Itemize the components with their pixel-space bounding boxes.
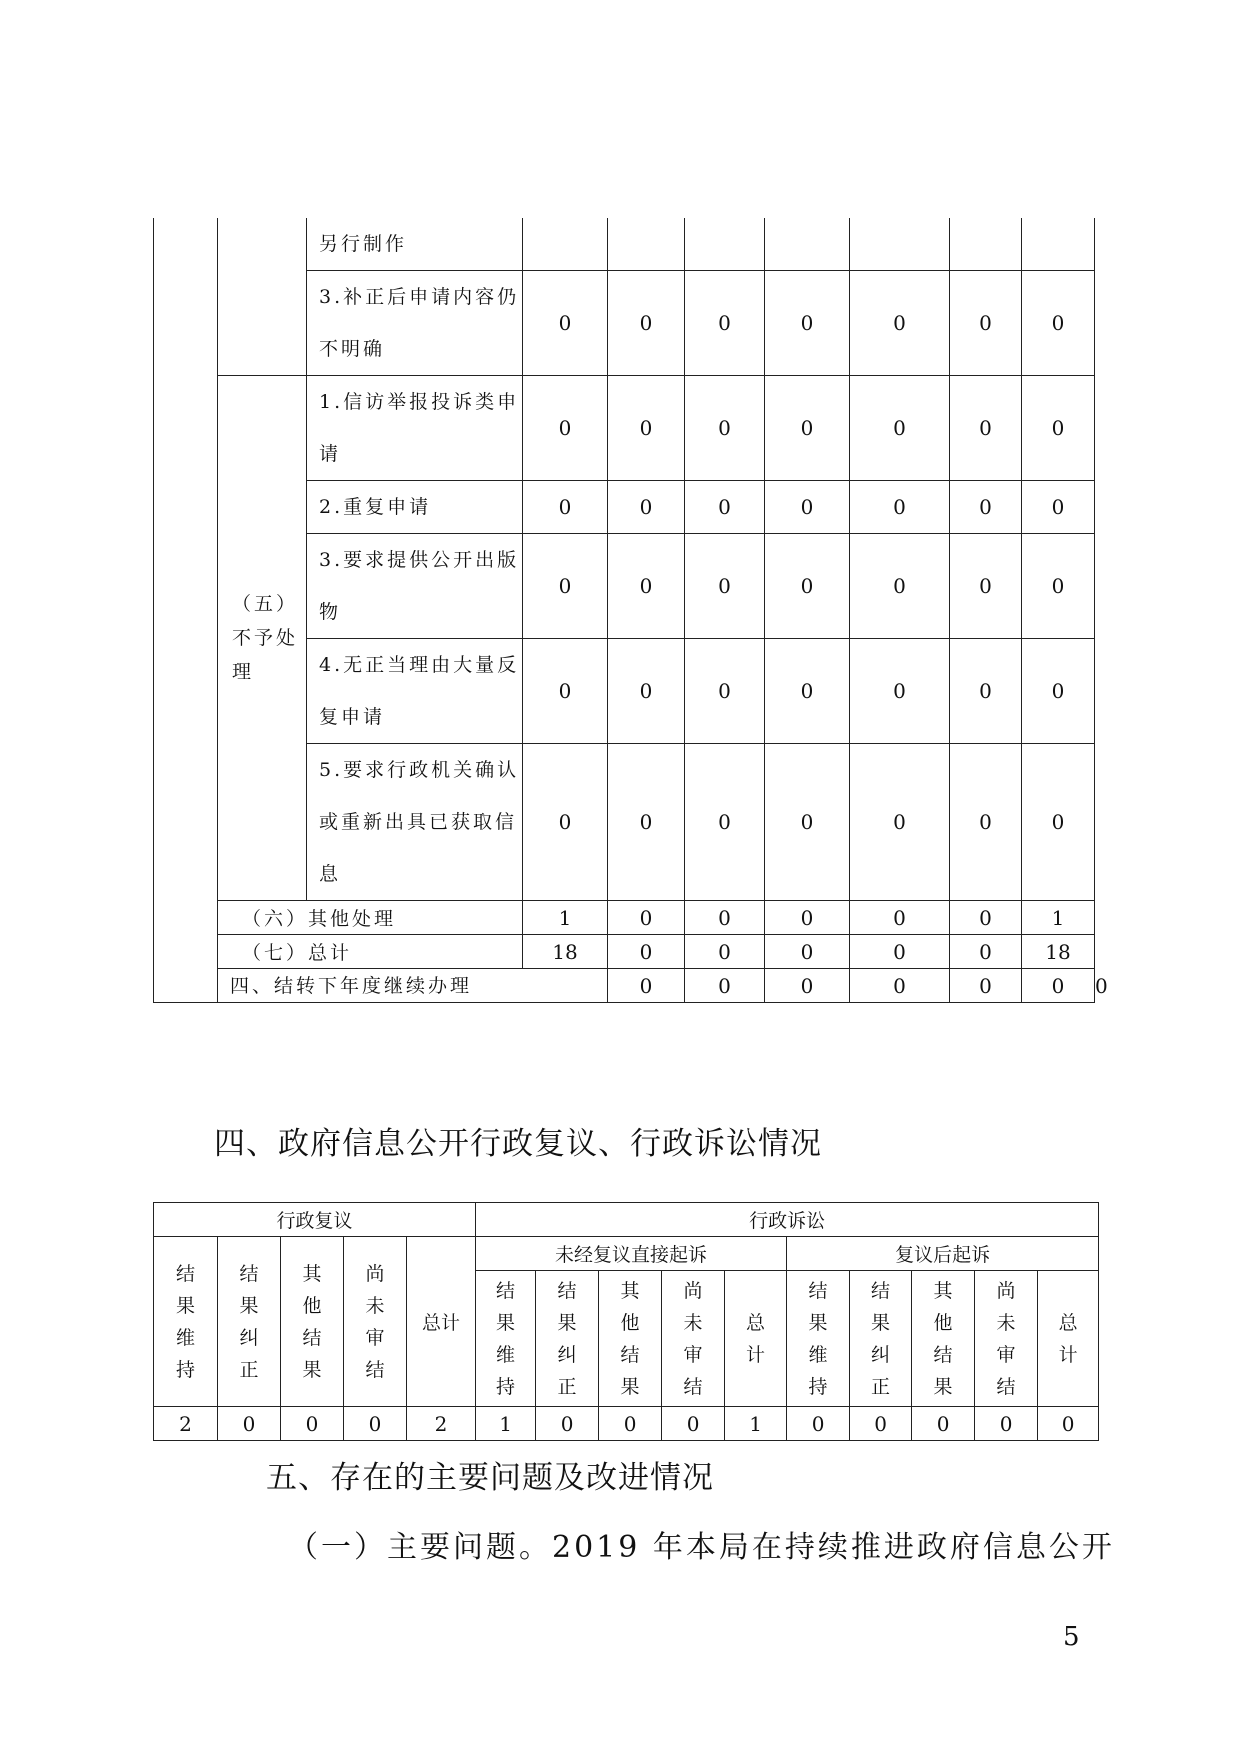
review-litigation-table — [153, 1202, 1099, 1441]
group-label-buyu: （五）不予处理 — [218, 376, 307, 901]
cell: 0 — [608, 534, 685, 639]
outer-blank-cell — [154, 218, 218, 1003]
cell: 0 — [765, 376, 850, 481]
cell: 0 — [1022, 271, 1095, 376]
page-number: 5 — [1063, 1622, 1080, 1652]
cell: 0 — [685, 481, 765, 534]
cell: 0 — [850, 481, 950, 534]
cell: 0 — [523, 376, 608, 481]
table-row — [154, 218, 1095, 271]
cell: 18 — [1022, 935, 1095, 969]
cell: 0 — [608, 481, 685, 534]
col-header: 其 他 结 果 — [599, 1271, 662, 1407]
cell: 0 — [1022, 744, 1095, 901]
cell: 0 — [1022, 534, 1095, 639]
cell: 0 — [765, 935, 850, 969]
section5-title: 五、存在的主要问题及改进情况 — [266, 1460, 714, 1496]
cell — [608, 218, 685, 271]
cell: 0 — [1022, 639, 1095, 744]
col-header: 尚 未 审 结 — [975, 1271, 1038, 1407]
cell: 0 — [523, 271, 608, 376]
body-paragraph: （一）主要问题。2019 年本局在持续推进政府信息公开 — [288, 1530, 1115, 1565]
cell: 0 — [950, 271, 1022, 376]
table-row: 四、结转下年度继续办理 0 0 0 0 0 0 0 — [154, 969, 1095, 1003]
cell: 2 — [154, 1407, 218, 1441]
cell: 0 — [685, 935, 765, 969]
cell: 0 — [765, 901, 850, 935]
cell — [523, 218, 608, 271]
col-header: 总 计 — [725, 1271, 787, 1407]
cell: 1 — [1022, 901, 1095, 935]
cell: 0 — [765, 271, 850, 376]
col-header: 结 果 纠 正 — [536, 1271, 599, 1407]
disposal-table — [153, 218, 1108, 1003]
col-header: 结 果 维 持 — [787, 1271, 850, 1407]
cell: 0 — [950, 969, 1022, 1003]
review-header: 行政复议 — [154, 1203, 476, 1237]
cell: 0 — [950, 376, 1022, 481]
cell: 0 — [950, 639, 1022, 744]
cell: 0 — [685, 901, 765, 935]
cell: 0 — [685, 271, 765, 376]
cell: 0 — [599, 1407, 662, 1441]
cell — [850, 218, 950, 271]
cell: 0 — [912, 1407, 975, 1441]
cell: 0 — [787, 1407, 850, 1441]
cell: 0 — [608, 376, 685, 481]
cell: 0 — [685, 376, 765, 481]
section4-title: 四、政府信息公开行政复议、行政诉讼情况 — [214, 1126, 822, 1162]
table-row — [154, 1203, 1099, 1237]
cell: 0 — [950, 534, 1022, 639]
row-label-total: （七）总计 — [218, 935, 523, 969]
cell: 0 — [950, 744, 1022, 901]
cell: 0 — [1022, 481, 1095, 534]
col-header: 结 果 维 持 — [476, 1271, 536, 1407]
cell: 0 — [608, 969, 685, 1003]
row-label: 2.重复申请 — [307, 481, 523, 534]
cell: 0 — [685, 969, 765, 1003]
cell: 0 — [950, 901, 1022, 935]
cell: 0 — [662, 1407, 725, 1441]
table-row — [154, 901, 1095, 935]
cell: 0 — [765, 639, 850, 744]
cell: 0 — [850, 744, 950, 901]
cell — [765, 218, 850, 271]
cell: 1 — [725, 1407, 787, 1441]
table-row — [154, 376, 1095, 481]
cell: 0 — [950, 481, 1022, 534]
cell: 0 — [850, 376, 950, 481]
row-label-carry: 四、结转下年度继续办理 — [218, 969, 608, 1003]
col-header: 总计 — [407, 1237, 476, 1407]
group-blank-cell — [218, 218, 307, 376]
direct-header: 未经复议直接起诉 — [476, 1237, 787, 1271]
cell: 0 — [281, 1407, 344, 1441]
cell: 18 — [523, 935, 608, 969]
cell: 0 — [850, 639, 950, 744]
cell: 0 — [523, 639, 608, 744]
row-label: 另行制作 — [307, 218, 523, 271]
cell: 0 — [685, 534, 765, 639]
cell: 1 — [476, 1407, 536, 1441]
row-label: 4.无正当理由大量反复申请 — [307, 639, 523, 744]
cell: 0 — [850, 1407, 912, 1441]
cell: 0 — [850, 935, 950, 969]
cell: 1 — [523, 901, 608, 935]
cell: 0 — [608, 901, 685, 935]
cell: 0 — [1038, 1407, 1099, 1441]
cell: 0 — [608, 935, 685, 969]
cell: 0 — [850, 969, 950, 1003]
cell: 0 — [685, 639, 765, 744]
row-label: 3.要求提供公开出版物 — [307, 534, 523, 639]
cell: 0 — [1022, 969, 1095, 1003]
cell: 0 — [218, 1407, 281, 1441]
cell: 0 — [850, 534, 950, 639]
table-row — [154, 1237, 1099, 1271]
cell — [685, 218, 765, 271]
col-header: 尚 未 审 结 — [344, 1237, 407, 1407]
cell: 2 — [407, 1407, 476, 1441]
cell: 0 — [1022, 376, 1095, 481]
cell — [1022, 218, 1095, 271]
cell: 0 — [950, 935, 1022, 969]
cell: 0 — [523, 481, 608, 534]
cell: 0 — [765, 744, 850, 901]
cell: 0 — [975, 1407, 1038, 1441]
row-label: 1.信访举报投诉类申请 — [307, 376, 523, 481]
cell: 0 — [523, 534, 608, 639]
col-header: 结 果 维 持 — [154, 1237, 218, 1407]
cell: 0 — [850, 271, 950, 376]
cell: 0 — [523, 744, 608, 901]
table-row — [154, 1407, 1099, 1441]
cell: 0 — [850, 901, 950, 935]
table-row — [154, 935, 1095, 969]
col-header: 总 计 — [1038, 1271, 1099, 1407]
litigation-header: 行政诉讼 — [476, 1203, 1099, 1237]
cell: 0 — [608, 271, 685, 376]
cell: 0 — [765, 969, 850, 1003]
col-header: 尚 未 审 结 — [662, 1271, 725, 1407]
col-header: 其 他 结 果 — [912, 1271, 975, 1407]
cell: 0 — [536, 1407, 599, 1441]
after-review-header: 复议后起诉 — [787, 1237, 1099, 1271]
cell: 0 — [608, 639, 685, 744]
row-label-other: （六）其他处理 — [218, 901, 523, 935]
cell: 0 — [765, 534, 850, 639]
cell: 0 — [765, 481, 850, 534]
row-label: 3.补正后申请内容仍不明确 — [307, 271, 523, 376]
col-header: 结 果 纠 正 — [218, 1237, 281, 1407]
cell: 0 — [344, 1407, 407, 1441]
cell: 0 — [685, 744, 765, 901]
cell: 0 — [608, 744, 685, 901]
cell — [950, 218, 1022, 271]
col-header: 其 他 结 果 — [281, 1237, 344, 1407]
col-header: 结 果 纠 正 — [850, 1271, 912, 1407]
row-label: 5.要求行政机关确认或重新出具已获取信息 — [307, 744, 523, 901]
